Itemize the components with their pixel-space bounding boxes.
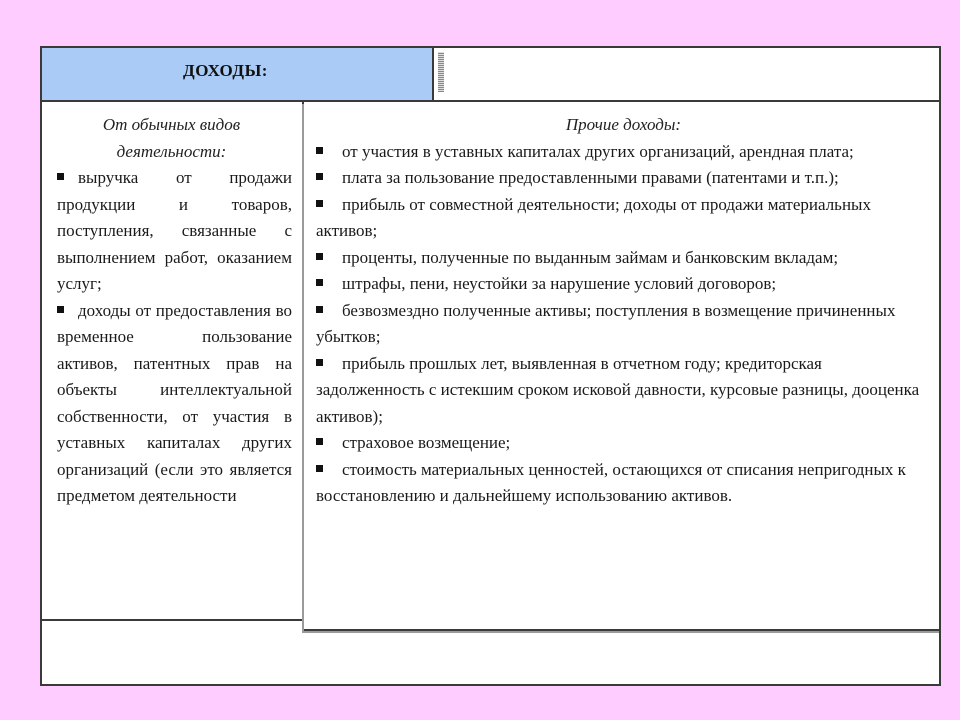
square-bullet-icon [316, 465, 323, 472]
table-header-empty-cell [434, 48, 939, 102]
list-item [316, 298, 931, 351]
list-item-text: штрафы, пени, неустойки за нарушение условий договоров; [342, 274, 777, 293]
square-bullet-icon [316, 173, 323, 180]
list-item-text: страховое возмещение; [342, 433, 511, 452]
list-item [316, 192, 931, 245]
list-item [316, 245, 931, 272]
list-item [316, 271, 931, 298]
square-bullet-icon [316, 147, 323, 154]
square-bullet-icon [57, 306, 64, 313]
list-item-text: прибыль прошлых лет, выявленная в отчетном году; кредиторская задолженность с истекшим сроком исковой давности, курсовые разницы, дооценка активов); [316, 353, 920, 426]
ordinary-income-column [42, 102, 304, 621]
other-income-column [304, 102, 941, 631]
list-item [316, 457, 931, 510]
list-item [57, 298, 292, 510]
list-item-text: безвозмездно полученные активы; поступления в возмещение причиненных убытков; [316, 300, 896, 346]
list-item-text: прибыль от совместной деятельности; доходы от продажи материальных активов; [316, 194, 871, 240]
square-bullet-icon [316, 253, 323, 260]
table-title: ДОХОДЫ: [183, 61, 268, 80]
square-bullet-icon [316, 438, 323, 445]
list-item-text: выручка от продажи продукции и товаров, поступления, связанные с выполнением работ, оказанием услуг; [57, 168, 292, 293]
ordinary-income-heading: От обычных видов деятельности: [102, 115, 241, 161]
square-bullet-icon [316, 359, 323, 366]
list-item [316, 165, 931, 192]
list-item [57, 165, 292, 298]
cell-edge-marker [438, 52, 444, 92]
table-header-cell [42, 48, 434, 102]
square-bullet-icon [316, 200, 323, 207]
square-bullet-icon [316, 279, 323, 286]
square-bullet-icon [57, 173, 64, 180]
list-item-text: стоимость материальных ценностей, остающихся от списания непригодных к восстановлению и дальнейшему использованию активов. [316, 459, 906, 505]
square-bullet-icon [316, 306, 323, 313]
list-item-text: доходы от предоставления во временное пользование активов, патентных прав на объекты интеллектуальной собственности, от участия в уставных капиталах других организаций (если это является предметом деятельности [57, 300, 292, 505]
list-item [316, 351, 931, 431]
list-item-text: от участия в уставных капиталах других организаций, арендная плата; [342, 141, 854, 161]
list-item-text: плата за пользование предоставленными правами (патентами и т.п.); [342, 168, 839, 187]
list-item-text: проценты, полученные по выданным займам и банковским вкладам; [342, 247, 839, 267]
other-income-heading: Прочие доходы: [565, 115, 682, 134]
list-item [316, 139, 931, 166]
income-table [40, 46, 941, 686]
list-item [316, 430, 931, 457]
